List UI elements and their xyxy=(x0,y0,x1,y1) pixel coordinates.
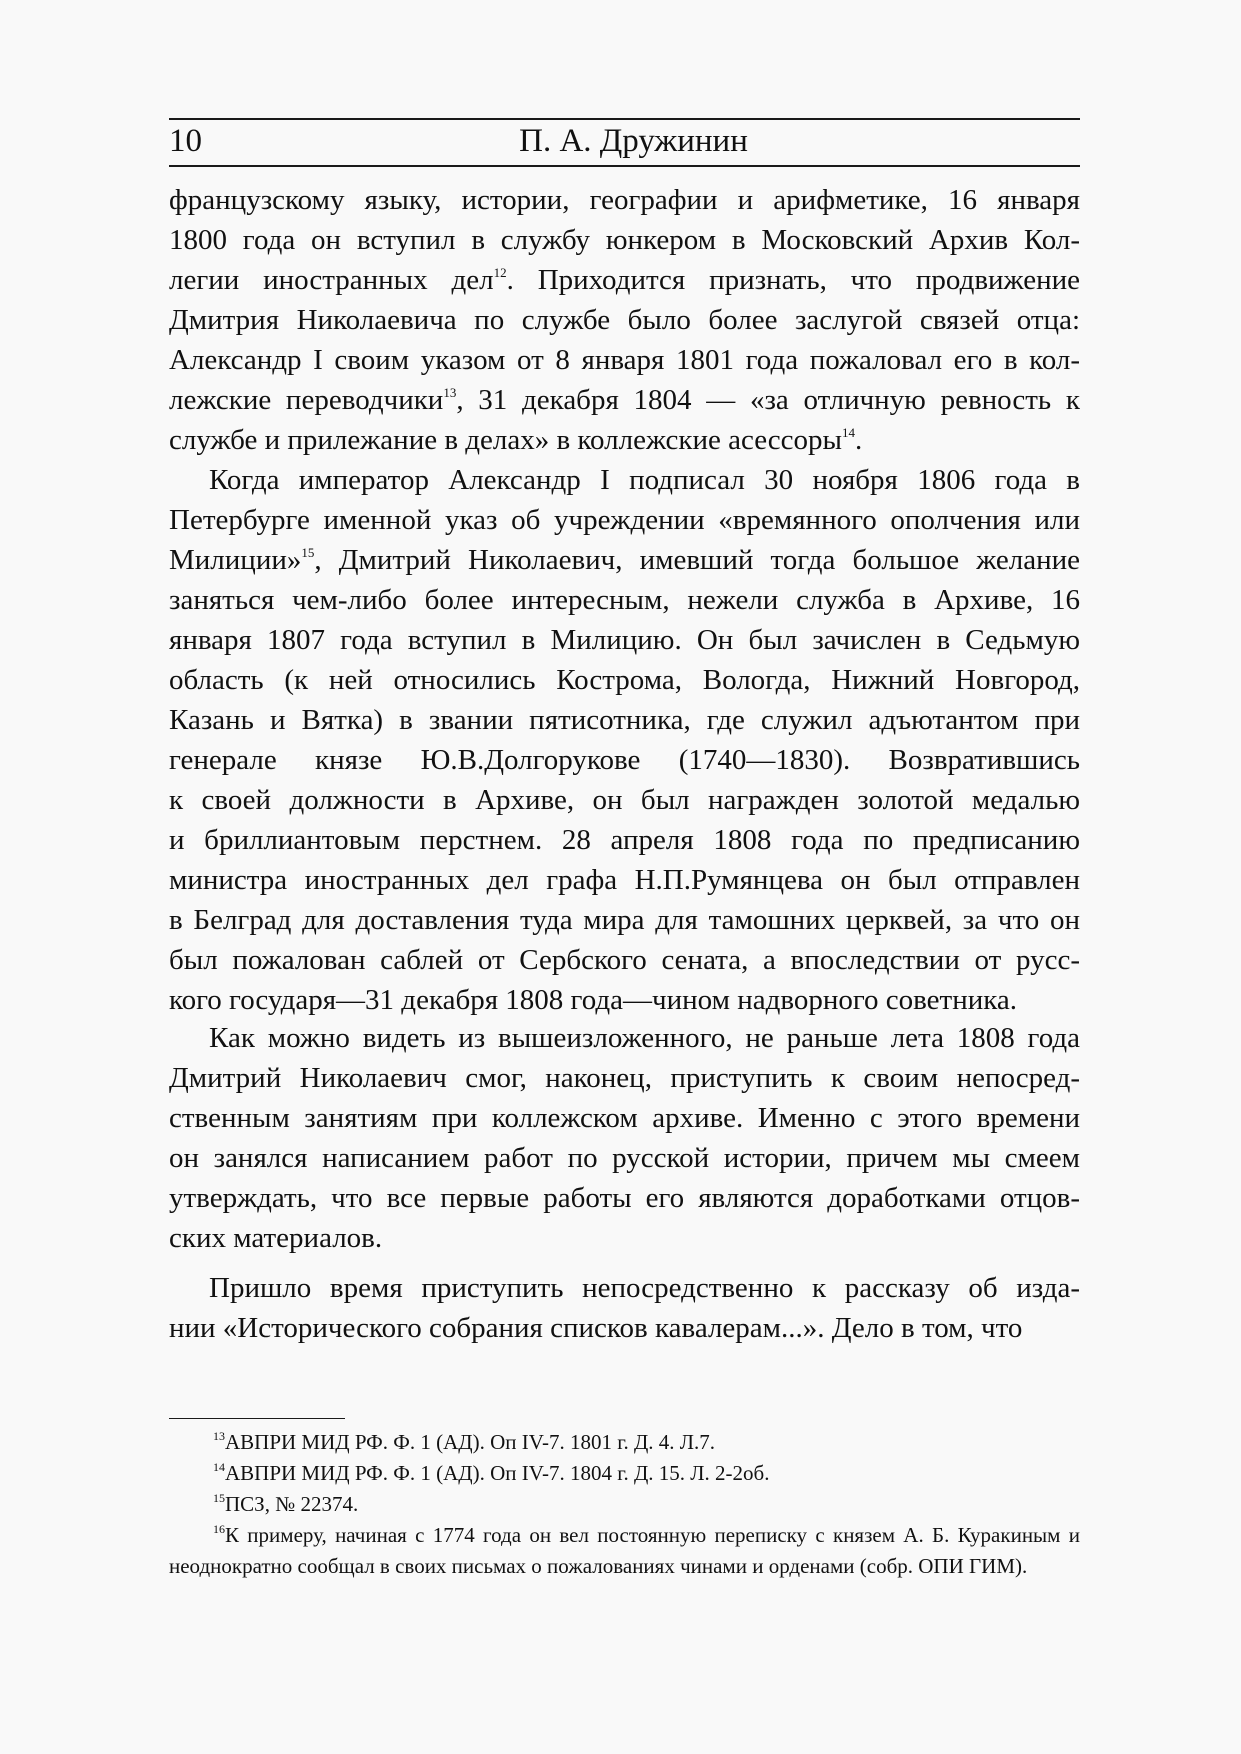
text-line: область (к ней относились Кострома, Вологда, Нижний Новгород, xyxy=(169,664,1080,696)
paragraph xyxy=(169,180,1080,460)
text-line: Как можно видеть из вышеизложенного, не раньше лета 1808 года xyxy=(209,1022,1080,1054)
text-line: был пожалован саблей от Сербского сената, а впоследствии от русс- xyxy=(169,944,1080,976)
text-line: заняться чем-либо более интересным, нежели служба в Архиве, 16 xyxy=(169,584,1080,616)
text-line: французскому языку, истории, географии и арифметике, 16 января xyxy=(169,184,1080,216)
text-line: генерале князе Ю.В.Долгорукове (1740—1830). Возвратившись xyxy=(169,744,1080,776)
text-line: он занялся написанием работ по русской истории, причем мы смеем xyxy=(169,1142,1080,1174)
running-header xyxy=(169,118,1080,165)
footnotes xyxy=(169,1427,1080,1582)
text-line: Александр I своим указом от 8 января 1801 года пожаловал его в кол- xyxy=(169,344,1080,376)
text-line: к своей должности в Архиве, он был награжден золотой медалью xyxy=(169,784,1080,816)
footnote-number: 14 xyxy=(213,1460,225,1474)
footnote-reference[interactable]: 13 xyxy=(443,385,457,400)
footnote-continuation: неоднократно сообщал в своих письмах о пожалованиях чинами и орденами (собр. ОПИ ГИМ). xyxy=(169,1554,1028,1578)
footnote: $^{16}$К примеру, начиная с 1774 года он вел постоянную переписку с князем А. Б. Куракиным и xyxy=(213,1522,1080,1547)
text-line: утверждать, что все первые работы его являются доработками отцов- xyxy=(169,1182,1080,1214)
text-line: и бриллиантовым перстнем. 28 апреля 1808 года по предписанию xyxy=(169,824,1080,856)
text-line: лежские переводчики$^{13}$, 31 декабря 1804 — «за отличную ревность к xyxy=(169,384,1080,416)
footnote-reference[interactable]: 14 xyxy=(842,425,856,440)
text-line: службе и прилежание в делах» в коллежские асессоры$^{14}$. xyxy=(169,424,863,456)
text-line: Дмитрия Николаевича по службе было более заслугой связей отца: xyxy=(169,304,1080,336)
text-line: Когда император Александр I подписал 30 ноября 1806 года в xyxy=(209,464,1080,496)
text-line: Дмитрий Николаевич смог, наконец, приступить к своим непосред- xyxy=(169,1062,1080,1094)
footnote-number: 13 xyxy=(213,1429,225,1443)
text-line: в Белград для доставления туда мира для тамошних церквей, за что он xyxy=(169,904,1080,936)
running-title: П. А. Дружинин xyxy=(519,123,748,159)
text-line: кого государя—31 декабря 1808 года—чином надворного советника. xyxy=(169,984,1018,1016)
text-line: министра иностранных дел графа Н.П.Румянцева он был отправлен xyxy=(169,864,1080,896)
text-line: ских материалов. xyxy=(169,1222,383,1254)
footnote: $^{13}$АВПРИ МИД РФ. Ф. 1 (АД). Оп IV-7. 1801 г. Д. 4. Л.7. xyxy=(213,1429,716,1454)
text-line: нии «Исторического собрания списков кавалерам...». Дело в том, что xyxy=(169,1312,1023,1344)
paragraph xyxy=(169,1018,1080,1258)
text-line: Петербурге именной указ об учреждении «времянного ополчения или xyxy=(169,504,1080,536)
page-number: 10 xyxy=(169,123,202,159)
text-line: ственным занятиям при коллежском архиве. Именно с этого времени xyxy=(169,1102,1080,1134)
text-line: января 1807 года вступил в Милицию. Он был зачислен в Седьмую xyxy=(169,624,1080,656)
footnote-number: 15 xyxy=(213,1491,225,1505)
text-line: легии иностранных дел$^{12}$. Приходится признать, что продвижение xyxy=(169,264,1080,296)
footnote-separator xyxy=(169,1418,345,1419)
text-line: Милиции»$^{15}$, Дмитрий Николаевич, имевший тогда большое желание xyxy=(169,544,1080,576)
footnote-reference[interactable]: 12 xyxy=(493,265,507,280)
text-line: 1800 года он вступил в службу юнкером в Московский Архив Кол- xyxy=(169,224,1080,256)
header-bottom-rule xyxy=(169,165,1080,167)
paragraph xyxy=(169,1268,1080,1348)
text-line: Казань и Вятка) в звании пятисотника, где служил адъютантом при xyxy=(169,704,1080,736)
footnote-reference[interactable]: 15 xyxy=(301,545,315,560)
footnote-number: 16 xyxy=(213,1522,225,1536)
footnote: $^{15}$ПСЗ, № 22374. xyxy=(213,1491,359,1516)
text-line: Пришло время приступить непосредственно к рассказу об изда- xyxy=(209,1272,1080,1304)
footnote: $^{14}$АВПРИ МИД РФ. Ф. 1 (АД). Оп IV-7. 1804 г. Д. 15. Л. 2-2об. xyxy=(213,1460,770,1485)
paragraph xyxy=(169,460,1080,1020)
